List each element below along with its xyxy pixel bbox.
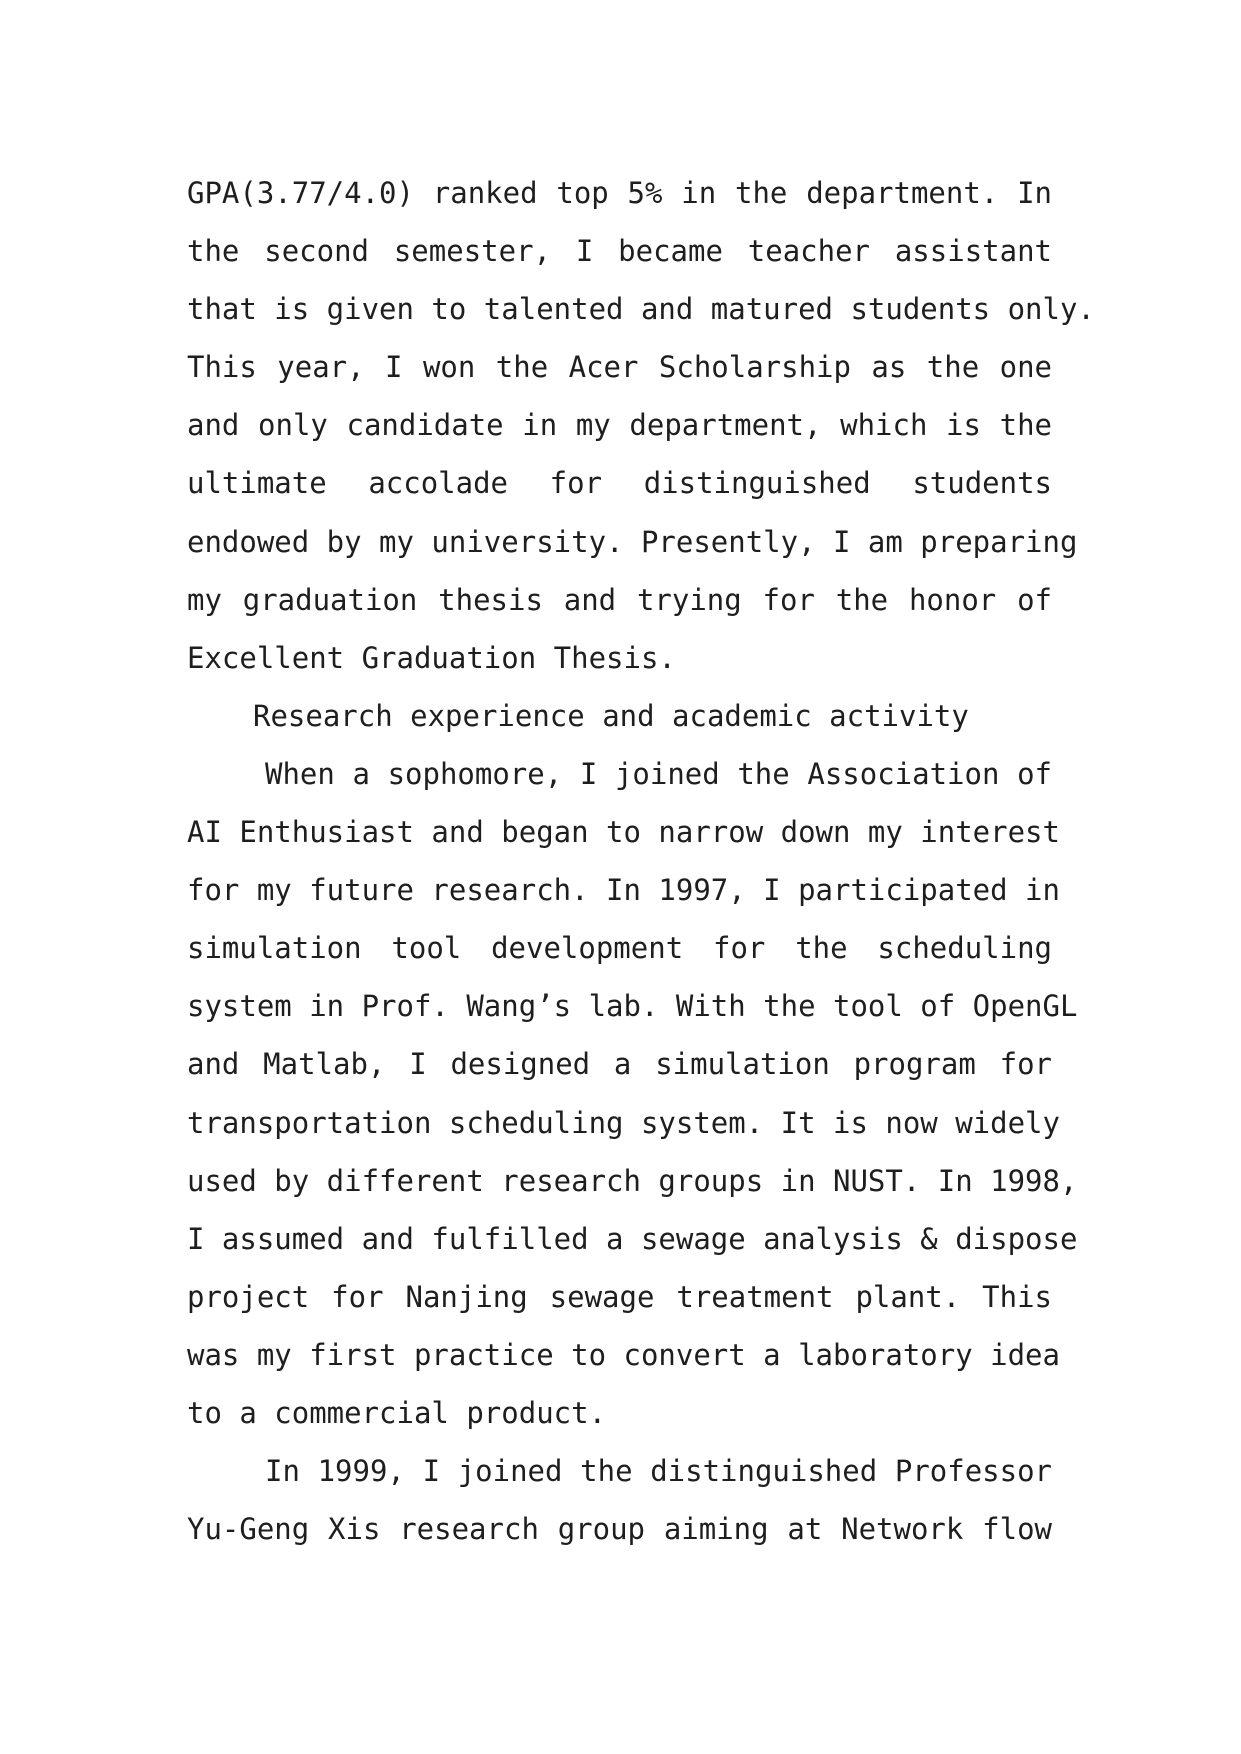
paragraph-first-line: When a sophomore, I joined the Association of: [265, 756, 1052, 791]
text-line: Excellent Graduation Thesis.: [187, 640, 676, 675]
section-heading: Research experience and academic activity: [253, 698, 969, 733]
text-line: that is given to talented and matured students only.: [187, 292, 1095, 327]
text-line: was my first practice to convert a laboratory idea: [187, 1337, 1060, 1372]
text-line: project for Nanjing sewage treatment plant. This: [187, 1279, 1052, 1314]
text-line: system in Prof. Wang’s lab. With the tool of OpenGL: [187, 989, 1078, 1024]
text-line: I assumed and fulfilled a sewage analysis & dispose: [187, 1221, 1078, 1256]
text-line: used by different research groups in NUST. In 1998,: [187, 1163, 1078, 1198]
text-line: AI Enthusiast and began to narrow down my interest: [187, 815, 1060, 850]
text-line: ultimate accolade for distinguished students: [187, 466, 1052, 501]
text-line: my graduation thesis and trying for the honor of: [187, 582, 1052, 617]
text-line: Yu-Geng Xis research group aiming at Network flow: [187, 1512, 1052, 1547]
text-line: and only candidate in my department, which is the: [187, 408, 1052, 443]
text-line: endowed by my university. Presently, I am preparing: [187, 524, 1078, 559]
text-line: to a commercial product.: [187, 1395, 607, 1430]
text-line: GPA(3.77/4.0) ranked top 5% in the department. In: [187, 176, 1052, 210]
text-line: simulation tool development for the scheduling: [187, 931, 1052, 966]
document-body: [187, 164, 1095, 1558]
text-line: for my future research. In 1997, I participated in: [187, 873, 1060, 908]
paragraph-first-line: In 1999, I joined the distinguished Professor: [265, 1454, 1052, 1489]
text-line: the second semester, I became teacher assistant: [187, 234, 1052, 269]
text-line: transportation scheduling system. It is now widely: [187, 1105, 1060, 1140]
text-line: and Matlab, I designed a simulation program for: [187, 1047, 1052, 1082]
text-line: This year, I won the Acer Scholarship as the one: [187, 350, 1052, 385]
